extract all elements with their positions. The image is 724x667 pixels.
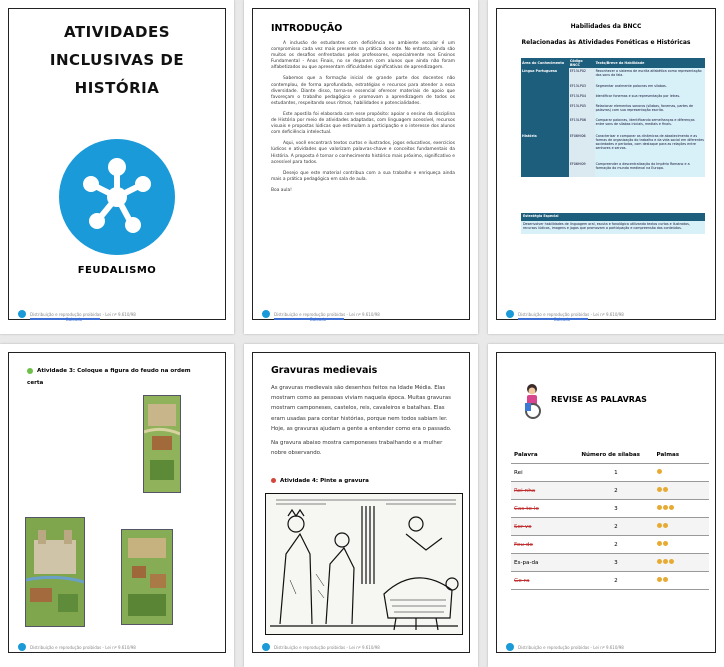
clap-icon (657, 541, 662, 546)
clap-icons (654, 518, 709, 536)
bullet-icon (271, 478, 276, 483)
bncc-subtitle: Relacionadas às Atividades Fonéticas e Históricas (521, 39, 691, 46)
page-footer (16, 308, 224, 330)
review-title: REVISE AS PALAVRAS (551, 395, 647, 404)
clap-icon (669, 559, 674, 564)
bncc-desc: Comparar palavras, identificando semelhanças e diferenças entre sons de sílabas iniciais, mediais e finais. (595, 117, 705, 133)
bncc-code: EF15LP04 (569, 93, 595, 103)
clap-icon (657, 523, 662, 528)
cover-subtitle: FEUDALISMO (77, 265, 157, 276)
review-word: Cas-te-lo (511, 500, 578, 518)
bncc-area (521, 83, 569, 93)
bncc-header-area: Área do Conhecimento (521, 58, 569, 68)
review-table-header (511, 447, 709, 464)
engravings-paragraph: As gravuras medievais são desenhos feitos na Idade Média. Elas mostram como as pessoas viviam naquela época. Muitas gravuras mostram camponeses, castelos, reis, cavaleiros e batalhas. Elas eram usadas para contar histórias, porque nem todos sabiam ler. Hoje, as gravuras ajudam a gente a entender como era o passado. (271, 385, 452, 432)
bncc-title: Habilidades da BNCC (570, 23, 642, 30)
page-introduction[interactable] (244, 0, 478, 334)
footer-link[interactable]: Baixado (66, 317, 83, 322)
medieval-engraving-image[interactable] (265, 493, 463, 635)
clap-icon (657, 559, 662, 564)
review-syllable-count: 1 (578, 464, 653, 482)
table-row (521, 117, 705, 133)
clap-icons (654, 536, 709, 554)
page-footer (16, 641, 224, 663)
clap-icons (654, 500, 709, 518)
clap-icon (663, 559, 668, 564)
clap-icon (663, 541, 668, 546)
intro-body (271, 41, 455, 199)
bncc-table (521, 58, 705, 177)
bncc-area: Língua Portuguesa (521, 68, 569, 83)
bncc-code: EF15LP06 (569, 117, 595, 133)
review-header-word: Palavra (511, 447, 578, 464)
review-word: Rei-nha (511, 482, 578, 500)
table-row (511, 500, 709, 518)
page-cover[interactable] (0, 0, 234, 334)
page-footer (504, 641, 714, 663)
footer-text: Distribuição e reprodução proibidas - Lei nº 9.610/98 (30, 645, 136, 650)
footer-logo-icon (262, 643, 270, 651)
footer-link-underline (518, 318, 588, 320)
page-bncc[interactable] (488, 0, 724, 334)
page-engravings[interactable] (244, 344, 478, 667)
cover-title-line-1: ATIVIDADES (63, 23, 170, 41)
intro-paragraph: Sabemos que a formação inicial de grande parte dos docentes não contemplou, de forma aprofundada, estratégias e recursos para atender a essa diversidade. Diante disso, torna-se essencial oferecer materiais de apoio que favoreçam o trabalho pedagógico e promovam a aprendizagem de todos os estudantes, respeitando seus ritmos, habilidades e potencialidades. (271, 76, 455, 106)
review-syllable-count: 3 (578, 500, 653, 518)
review-syllable-count: 2 (578, 482, 653, 500)
review-frame (496, 352, 716, 653)
review-header-claps: Palmas (654, 447, 709, 464)
clap-icon (657, 577, 662, 582)
bncc-desc: Compreender a descentralização do Império Romano e a formação do mundo medieval na Europa. (595, 161, 705, 177)
footer-link[interactable]: Baixado (554, 317, 571, 322)
cover-title-line-2: INCLUSIVAS DE (49, 51, 185, 69)
activity3-frame (8, 352, 226, 653)
bncc-area (521, 93, 569, 103)
clap-icon (663, 523, 668, 528)
table-row (511, 464, 709, 482)
activity3-title-text: Atividade 3: Coloque a figura do feudo na ordem certa (27, 368, 191, 386)
table-row (511, 554, 709, 572)
child-wheelchair-icon (521, 383, 543, 419)
bncc-desc: Identificar fonemas e sua representação por letras. (595, 93, 705, 103)
footer-logo-icon (18, 643, 26, 651)
bncc-code: EF15LP03 (569, 83, 595, 93)
strategy-box (521, 213, 705, 234)
page-activity-3[interactable] (0, 344, 234, 667)
clap-icon (657, 505, 662, 510)
review-syllable-count: 2 (578, 572, 653, 590)
table-row (521, 68, 705, 83)
review-syllable-count: 2 (578, 518, 653, 536)
footer-text: Distribuição e reprodução proibidas - Lei nº 9.610/98 (30, 312, 136, 317)
bncc-code: EF15LP02 (569, 68, 595, 83)
table-row (521, 103, 705, 117)
intro-heading: INTRODUÇÃO (271, 23, 343, 34)
intro-frame (252, 8, 470, 320)
table-row (521, 133, 705, 161)
footer-link[interactable]: Baixado (310, 317, 327, 322)
clap-icon (657, 469, 662, 474)
clap-icons (654, 482, 709, 500)
review-word: Ser-vo (511, 518, 578, 536)
review-word: Feu-do (511, 536, 578, 554)
footer-logo-icon (262, 310, 270, 318)
intro-paragraph: Aqui, você encontrará textos curtos e ilustrados, jogos educativos, exercícios lúdicos e atividades que valorizam palavras-chave e conceitos fundamentais da História. A proposta é tornar o conhecimento histórico mais próximo, significativo e acessível para todos. (271, 141, 455, 165)
clap-icon (657, 487, 662, 492)
bncc-desc: Relacionar elementos sonoros (sílabas, fonemas, partes de palavras) com sua representação escrita. (595, 103, 705, 117)
footer-text: Distribuição e reprodução proibidas - Lei nº 9.610/98 (518, 645, 624, 650)
review-header-syllables: Número de sílabas (578, 447, 653, 464)
footer-logo-icon (506, 310, 514, 318)
bullet-icon (27, 368, 33, 374)
bncc-code: EF06HI06 (569, 133, 595, 161)
bncc-header-desc: Texto/Breve da Habilidade (595, 58, 705, 68)
bncc-frame (496, 8, 716, 320)
bncc-code: EF06HI09 (569, 161, 595, 177)
bncc-area (521, 117, 569, 133)
clap-icon (669, 505, 674, 510)
page-footer (260, 308, 468, 330)
clap-icon (663, 505, 668, 510)
bncc-area (521, 161, 569, 177)
engravings-body (271, 383, 455, 462)
page-footer (504, 308, 714, 330)
strategy-text: Desenvolver habilidades de linguagem oral, escuta e fonológica utilizando textos curtos e ilustrados, recursos lúdicos, imagens e jogos que promovam a participação e compreensão dos conteúdos. (521, 221, 705, 234)
table-row (521, 93, 705, 103)
cover-title-line-3: HISTÓRIA (74, 79, 160, 97)
table-row (511, 536, 709, 554)
feudo-image-card[interactable] (25, 517, 85, 627)
bncc-header-code: Código BNCC (569, 58, 595, 68)
clap-icons (654, 464, 709, 482)
table-row (511, 518, 709, 536)
cover-frame (8, 8, 226, 320)
bncc-desc: Reconhecer o sistema de escrita alfabética como representação dos sons da fala. (595, 68, 705, 83)
review-syllable-count: 3 (578, 554, 653, 572)
footer-text: Distribuição e reprodução proibidas - Lei nº 9.610/98 (274, 645, 380, 650)
intro-paragraph: Este apostila foi elaborada com esse propósito: apoiar o ensino da disciplina de História por meio de atividades adaptadas, com linguagem acessível, recursos visuais e propostas lúdicas que estimulam a participação e o interesse dos alunos com deficiência intelectual. (271, 111, 455, 136)
feudo-image-card[interactable] (143, 395, 181, 493)
clap-icon (663, 487, 668, 492)
review-word: Rei (511, 464, 578, 482)
activity4-title (271, 478, 369, 484)
clap-icons (654, 554, 709, 572)
bncc-code: EF15LP05 (569, 103, 595, 117)
review-word: Es-pa-da (511, 554, 578, 572)
bncc-area: História (521, 133, 569, 161)
page-review-words[interactable] (488, 344, 724, 667)
bncc-desc: Caracterizar e comparar as dinâmicas de abastecimento e as formas de organização do trabalho e da vida social em diferentes sociedades e períodos, com destaque para as relações entre senhores e servos. (595, 133, 705, 161)
review-word: Ge-ra (511, 572, 578, 590)
table-row (511, 482, 709, 500)
page-footer (260, 641, 468, 663)
clap-icon (663, 577, 668, 582)
intro-paragraph: Desejo que este material contribua com a sua trabalho e enriqueça ainda mais a prática pedagógica em sala de aula. (271, 170, 455, 182)
review-table (511, 447, 709, 590)
footer-text: Distribuição e reprodução proibidas - Lei nº 9.610/98 (274, 312, 380, 317)
review-syllable-count: 2 (578, 536, 653, 554)
bncc-desc: Segmentar oralmente palavras em sílabas. (595, 83, 705, 93)
footer-logo-icon (18, 310, 26, 318)
footer-logo-icon (506, 643, 514, 651)
strategy-title: Estratégia Especial (521, 213, 705, 221)
footer-link-underline (274, 318, 344, 320)
activity3-title (27, 365, 207, 389)
clap-icons (654, 572, 709, 590)
intro-paragraph: A inclusão de estudantes com deficiência no ambiente escolar é um compromisso cada vez mais presente na prática docente. No entanto, ainda são muitos os desafios enfrentados pelos professores, especialmente nos Ensinos Fundamental - Anos Finais, no se deparam com alunos que ainda não foram alfabetizados ou que apresentam dificuldades significativas de aprendizagem. (271, 41, 455, 71)
engravings-frame (252, 352, 470, 653)
table-row (521, 83, 705, 93)
table-row (521, 161, 705, 177)
footer-text: Distribuição e reprodução proibidas - Lei nº 9.610/98 (518, 312, 624, 317)
feudo-image-card[interactable] (121, 529, 173, 625)
bncc-area (521, 103, 569, 117)
engravings-paragraph: Na gravura abaixo mostra camponeses trabalhando e a mulher nobre observando. (271, 440, 443, 457)
activity4-title-text: Atividade 4: Pinte a gravura (280, 478, 369, 484)
engravings-heading: Gravuras medievais (271, 365, 378, 376)
footer-link-underline (30, 318, 100, 320)
intro-signoff: Boa aula! (271, 187, 292, 193)
table-row (511, 572, 709, 590)
network-logo-icon (59, 139, 175, 255)
bncc-table-header (521, 58, 705, 68)
